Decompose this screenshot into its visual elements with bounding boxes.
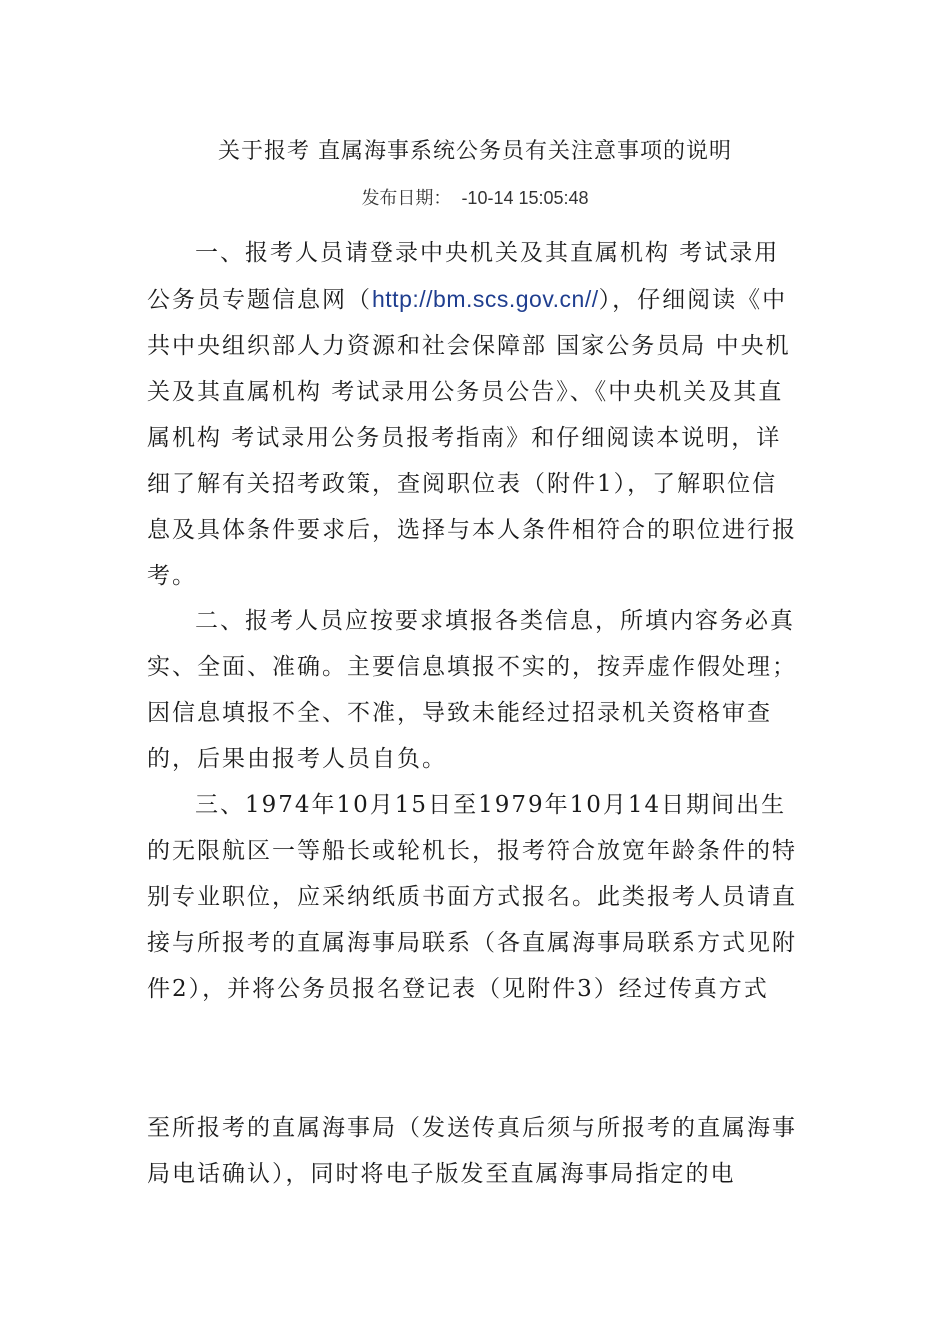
paragraph-2-text: 二、报考人员应按要求填报各类信息，所填内容务必真实、全面、准确。主要信息填报不实的，按弄虚作假处理；因信息填报不全、不准，导致未能经过招录机关资格审查的，后果由报考人员自负。 — [147, 608, 797, 772]
paragraph-4 — [147, 1105, 797, 1197]
paragraph-4-text: 至所报考的直属海事局（发送传真后须与所报考的直属海事局电话确认），同时将电子版发至直属海事局指定的电 — [147, 1115, 797, 1187]
publish-date — [0, 184, 950, 210]
paragraph-3-text: 三、1974年10月15日至1979年10月14日期间出生的无限航区一等船长或轮机长，报考符合放宽年龄条件的特别专业职位，应采纳纸质书面方式报名。此类报考人员请直接与所报考的直属海事局联系（各直属海事局联系方式见附件2），并将公务员报名登记表（见附件3）经过传真方式 — [147, 792, 797, 1002]
publish-date-label: 发布日期： — [361, 188, 452, 209]
publish-date-value: -10-14 15:05:48 — [461, 188, 589, 208]
page-title: 关于报考 直属海事系统公务员有关注意事项的说明 — [218, 139, 732, 164]
paragraph-3 — [147, 782, 797, 1012]
paragraph-1-text-before: 一、报考人员请登录中央机关及其直属机构 考试录用公务员专题信息网（ — [147, 240, 780, 313]
paragraph-1 — [147, 230, 797, 599]
paragraph-2 — [147, 598, 797, 782]
paragraph-1-text-after: ），仔细阅读《中共中央组织部人力资源和社会保障部 国家公务员局 中央机关及其直属机构 考试录用公务员公告》、《中央机关及其直属机构 考试录用公务员报考指南》和仔细阅读本说明，详细了解有关招考政策，查阅职位表（附件1），了解职位信息及具体条件要求后，选择与本人条件相符合的职位进行报考。 — [147, 287, 797, 589]
website-link[interactable]: http://bm.scs.gov.cn// — [372, 286, 599, 312]
